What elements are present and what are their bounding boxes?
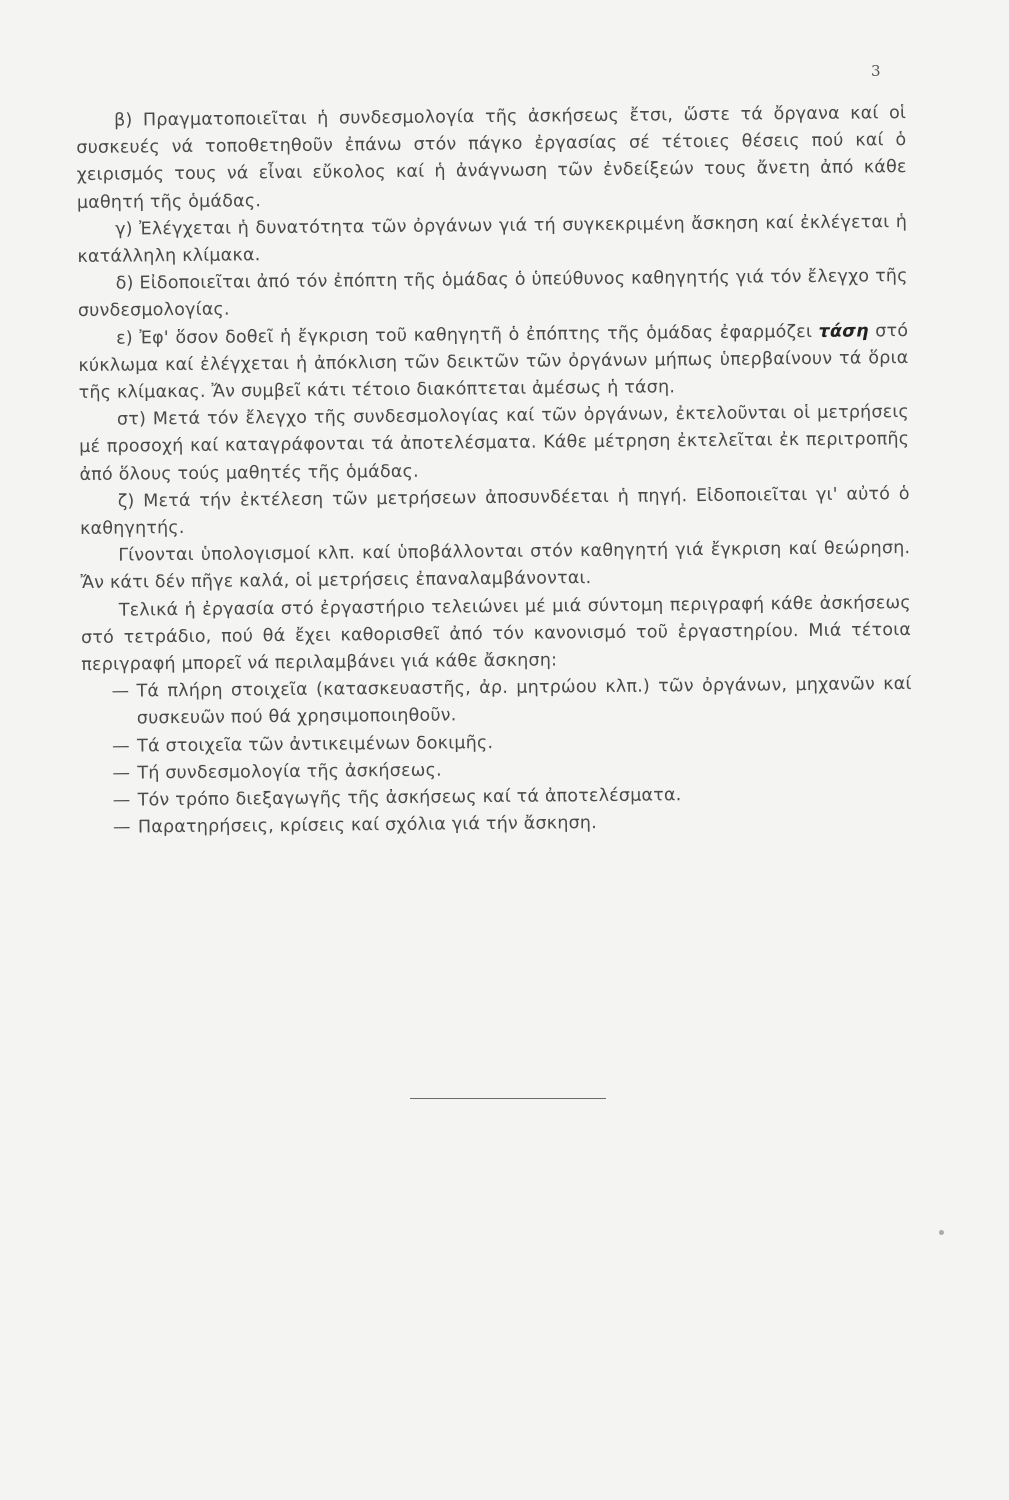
list-item-text: Τόν τρόπο διεξαγωγῆς τῆς ἀσκήσεως καί τά ἀποτελέσματα. — [137, 785, 682, 811]
paragraph-g: γ) Ἐλέγχεται ἡ δυνατότητα τῶν ὀργάνων γιά τή συγκεκριμένη ἄσκηση καί ἐκλέγεται ἡ κατάλληλη κλίμακα. — [77, 211, 908, 268]
list-item-text: Παρατηρήσεις, κρίσεις καί σχόλια γιά τήν ἄσκηση. — [137, 813, 598, 838]
description-list — [81, 671, 913, 842]
body-text — [76, 100, 913, 842]
list-item-text: Τά στοιχεῖα τῶν ἀντικειμένων δοκιμῆς. — [137, 732, 494, 757]
list-item-text: Τά πλήρη στοιχεῖα (κατασκευαστῆς, ἀρ. μητρώου κλπ.) τῶν ὀργάνων, μηχανῶν καί συσκευῶν πού θά χρησιμοποιηθοῦν. — [136, 674, 912, 729]
paragraph-final: Τελικά ἡ ἐργασία στό ἐργαστήριο τελειώνει μέ μιά σύντομη περιγραφή κάθε ἀσκήσεως στό τετράδιο, πού θά ἔχει καθορισθεῖ ἀπό τόν κανονισμό τοῦ ἐργαστηρίου. Μιά τέτοια περιγραφή μπορεῖ νά περιλαμβάνει γιά κάθε ἄσκηση: — [80, 592, 912, 676]
list-item — [81, 671, 911, 733]
paragraph-calculations: Γίνονται ὑπολογισμοί κλπ. καί ὑποβάλλονται στόν καθηγητή γιά ἔγκριση καί θεώρηση. Ἄν κάτι δέν πῆγε καλά, οἱ μετρήσεις ἐπαναλαμβάνονται. — [80, 538, 911, 594]
paragraph-st: στ) Μετά τόν ἔλεγχο τῆς συνδεσμολογίας καί τῶν ὀργάνων, ἐκτελοῦνται οἱ μετρήσεις μέ προσοχή καί καταγράφονται τά ἀποτελέσματα. Κάθε μέτρηση ἐκτελεῖται ἐκ περιτροπῆς ἀπό ὅλους τούς μαθητές τῆς ὁμάδας. — [79, 402, 910, 485]
scan-speck — [939, 1230, 944, 1235]
dash-bullet: — — [112, 763, 131, 784]
dash-bullet: — — [112, 736, 130, 757]
list-item-text: Τή συνδεσμολογία τῆς ἀσκήσεως. — [137, 760, 442, 784]
dash-bullet: — — [112, 790, 131, 811]
paragraph-b: β) Πραγματοποιεῖται ἡ συνδεσμολογία τῆς ἀσκήσεως ἔτσι, ὥστε τά ὄργανα καί οἱ συσκευές νά τοποθετηθοῦν ἐπάνω στόν πάγκο ἐργασίας σέ τέτοιες θέσεις πού καί ὁ χειρισμός τους νά εἶναι εὔκολος καί ἡ ἀνάγνωση τῶν ἐνδείξεών τους ἄνετη ἀπό κάθε μαθητή τῆς ὁμάδας. — [76, 103, 907, 213]
dash-bullet: — — [112, 817, 131, 838]
dash-bullet: — — [111, 681, 130, 702]
paragraph-z: ζ) Μετά τήν ἐκτέλεση τῶν μετρήσεων ἀποσυνδέεται ἡ πηγή. Εἰδοποιεῖται γι' αὐτό ὁ καθηγητής. — [79, 483, 910, 540]
paragraph-e — [78, 318, 909, 408]
page-number: 3 — [871, 62, 881, 80]
section-divider — [410, 1098, 606, 1099]
paragraph-d: δ) Εἰδοποιεῖται ἀπό τόν ἐπόπτη τῆς ὁμάδας ὁ ὑπεύθυνος καθηγητής γιά τόν ἔλεγχο τῆς συνδεσμολογίας. — [77, 266, 908, 322]
paragraph-e-end: στό κύκλωμα καί ἐλέγχεται ἡ ἀπόκλιση τῶν δεικτῶν τῶν ὀργάνων μήπως ὑπερβαίνουν τά ὅρια τῆς κλίμακας. Ἄν συμβεῖ κάτι τέτοιο διακόπτεται ἀμέσως ἡ τάση. — [78, 320, 909, 404]
emphasized-term: τάση — [818, 321, 869, 342]
paragraph-e-start: ε) Ἐφ' ὅσον δοθεῖ ἡ ἔγκριση τοῦ καθηγητῆ ὁ ἐπόπτης τῆς ὁμάδας ἐφαρμόζει — [116, 321, 819, 349]
